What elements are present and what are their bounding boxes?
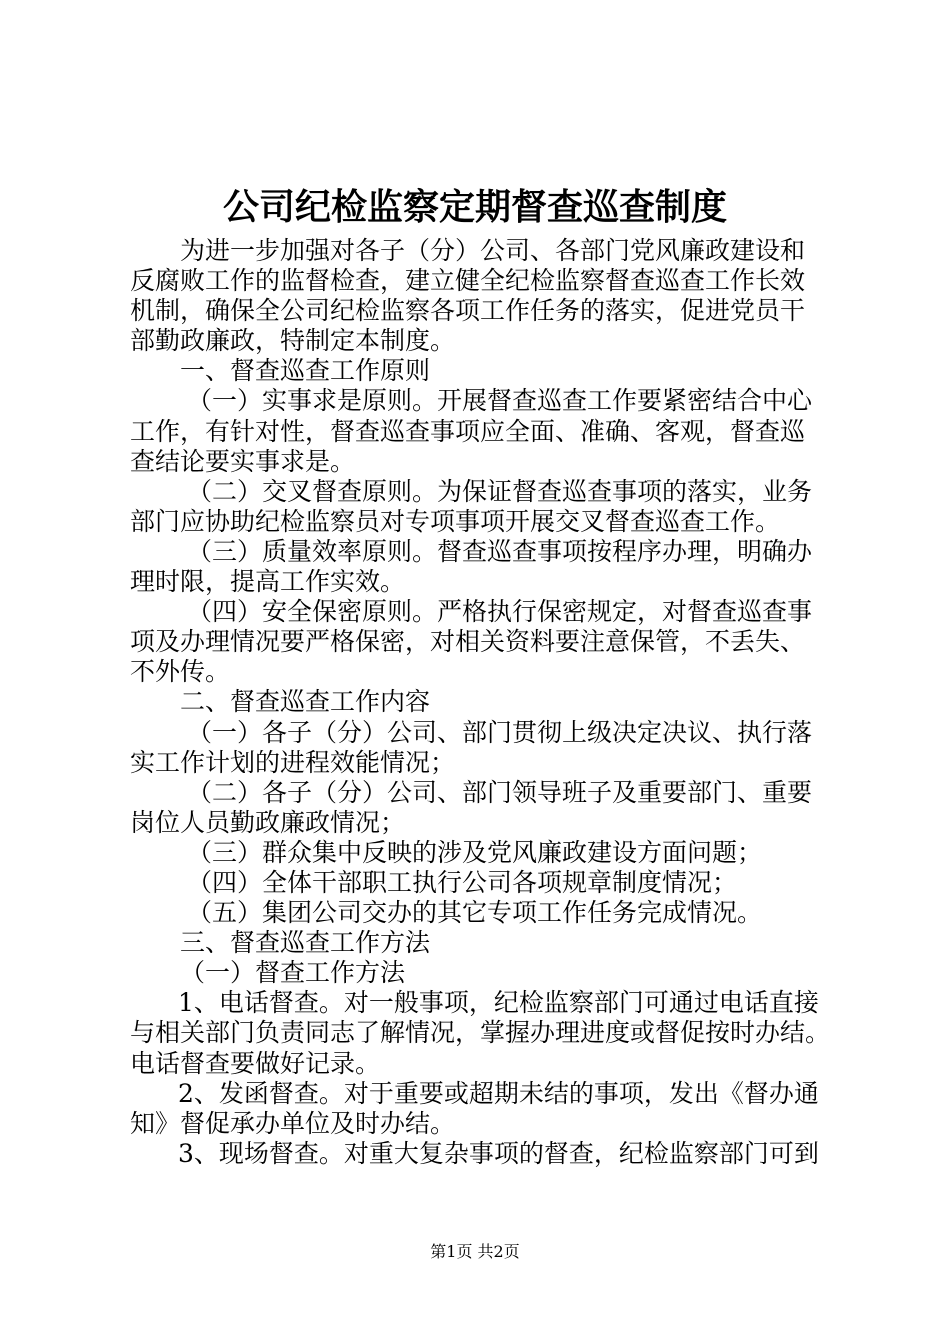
page-footer: 第1页 共2页: [430, 1242, 520, 1261]
paragraph-line: 不外传。: [130, 657, 231, 687]
paragraph-line: 实工作计划的进程效能情况；: [130, 747, 456, 777]
paragraph-line: 与相关部门负责同志了解情况，掌握办理进度或督促按时办结。: [130, 1018, 831, 1048]
paragraph-line: （二）交叉督查原则。为保证督查巡查事项的落实，业务: [187, 476, 813, 506]
paragraph-line: （二）各子（分）公司、部门领导班子及重要部门、重要: [187, 777, 813, 807]
paragraph-line: 电话督查要做好记录。: [130, 1048, 381, 1078]
paragraph-line: （四）全体干部职工执行公司各项规章制度情况；: [187, 867, 738, 897]
document-title: 公司纪检监察定期督查巡查制度: [222, 187, 727, 228]
paragraph-line: 工作，有针对性，督查巡查事项应全面、准确、客观，督查巡: [130, 416, 806, 446]
section-heading: 一、督查巡查工作原则: [180, 356, 431, 386]
paragraph-line: 理时限，提高工作实效。: [130, 567, 406, 597]
paragraph-line: 1、电话督查。对一般事项，纪检监察部门可通过电话直接: [178, 988, 819, 1018]
paragraph-line: （四）安全保密原则。严格执行保密规定，对督查巡查事: [187, 597, 813, 627]
paragraph-line: 岗位人员勤政廉政情况；: [130, 807, 406, 837]
paragraph-line: 机制，确保全公司纪检监察各项工作任务的落实，促进党员干: [130, 296, 806, 326]
paragraph-line: （三）群众集中反映的涉及党风廉政建设方面问题；: [187, 837, 763, 867]
document-body: [130, 236, 840, 1169]
paragraph-line: 知》督促承办单位及时办结。: [130, 1108, 456, 1138]
paragraph-line: 为进一步加强对各子（分）公司、各部门党风廉政建设和: [180, 236, 806, 265]
section-heading: 二、督查巡查工作内容: [180, 687, 431, 717]
paragraph-line: 部门应协助纪检监察员对专项事项开展交叉督查巡查工作。: [130, 506, 781, 536]
subsection-heading: （一）督查工作方法: [180, 958, 406, 988]
paragraph-line: 2、发函督查。对于重要或超期未结的事项，发出《督办通: [178, 1078, 819, 1108]
paragraph-line: 3、现场督查。对重大复杂事项的督查，纪检监察部门可到: [178, 1138, 819, 1168]
paragraph-line: 反腐败工作的监督检查，建立健全纪检监察督查巡查工作长效: [130, 266, 806, 296]
paragraph-line: （五）集团公司交办的其它专项工作任务完成情况。: [187, 898, 763, 928]
paragraph-line: （一）各子（分）公司、部门贯彻上级决定决议、执行落: [187, 717, 813, 747]
paragraph-line: （一）实事求是原则。开展督查巡查工作要紧密结合中心: [187, 386, 813, 416]
paragraph-line: 查结论要实事求是。: [130, 446, 356, 476]
paragraph-line: 部勤政廉政，特制定本制度。: [130, 326, 456, 356]
section-heading: 三、督查巡查工作方法: [180, 928, 431, 958]
paragraph-line: （三）质量效率原则。督查巡查事项按程序办理，明确办: [187, 536, 813, 566]
paragraph-line: 项及办理情况要严格保密，对相关资料要注意保管，不丢失、: [130, 627, 806, 657]
